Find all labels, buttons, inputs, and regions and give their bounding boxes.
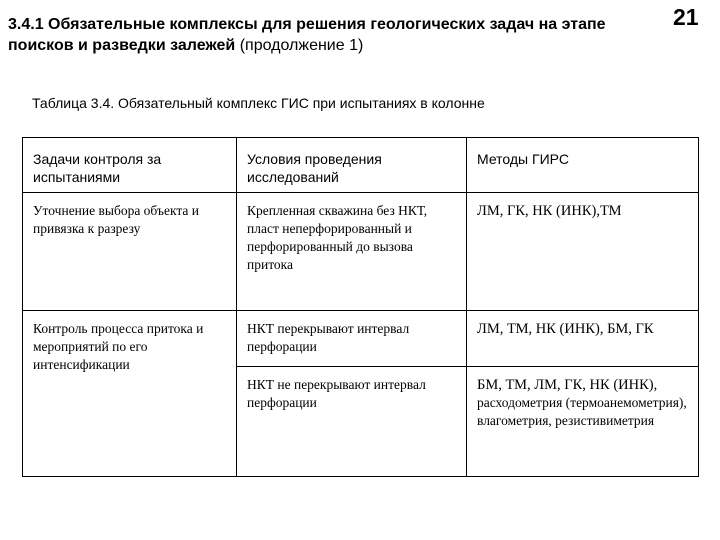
table-row [23,311,699,367]
slide-title-suffix: (продолжение 1) [239,37,364,54]
task-cell: Контроль процесса притока и мероприятий по его интенсификации [23,311,237,477]
page-number: 21 [673,4,699,30]
table-caption: Таблица 3.4. Обязательный комплекс ГИС при испытаниях в колонне [32,95,485,111]
methods-primary: БМ, ТМ, ЛМ, ГК, НК (ИНК), [477,377,658,393]
table-header-row [23,138,699,193]
slide-title-main: 3.4.1 Обязательные комплексы для решения геологических задач на этапе поисков и разведки залежей [8,16,606,54]
table-row [23,193,699,311]
gis-complex-table [22,137,699,477]
column-header-methods: Методы ГИРС [467,138,699,193]
methods-cell: ЛМ, ТМ, НК (ИНК), БМ, ГК [467,311,699,367]
methods-cell: ЛМ, ГК, НК (ИНК),ТМ [467,193,699,311]
task-cell: Уточнение выбора объекта и привязка к разрезу [23,193,237,311]
condition-cell: Крепленная скважина без НКТ, пласт неперфорированный и перфорированный до вызова притока [237,193,467,311]
condition-cell: НКТ не перекрывают интервал перфорации [237,367,467,477]
condition-cell: НКТ перекрывают интервал перфорации [237,311,467,367]
methods-cell [467,367,699,477]
slide-title [8,14,648,56]
column-header-conditions: Условия проведения исследований [237,138,467,193]
column-header-tasks: Задачи контроля за испытаниями [23,138,237,193]
methods-secondary: расходометрия (термоанемометрия), влагометрия, резистивиметрия [477,395,687,428]
